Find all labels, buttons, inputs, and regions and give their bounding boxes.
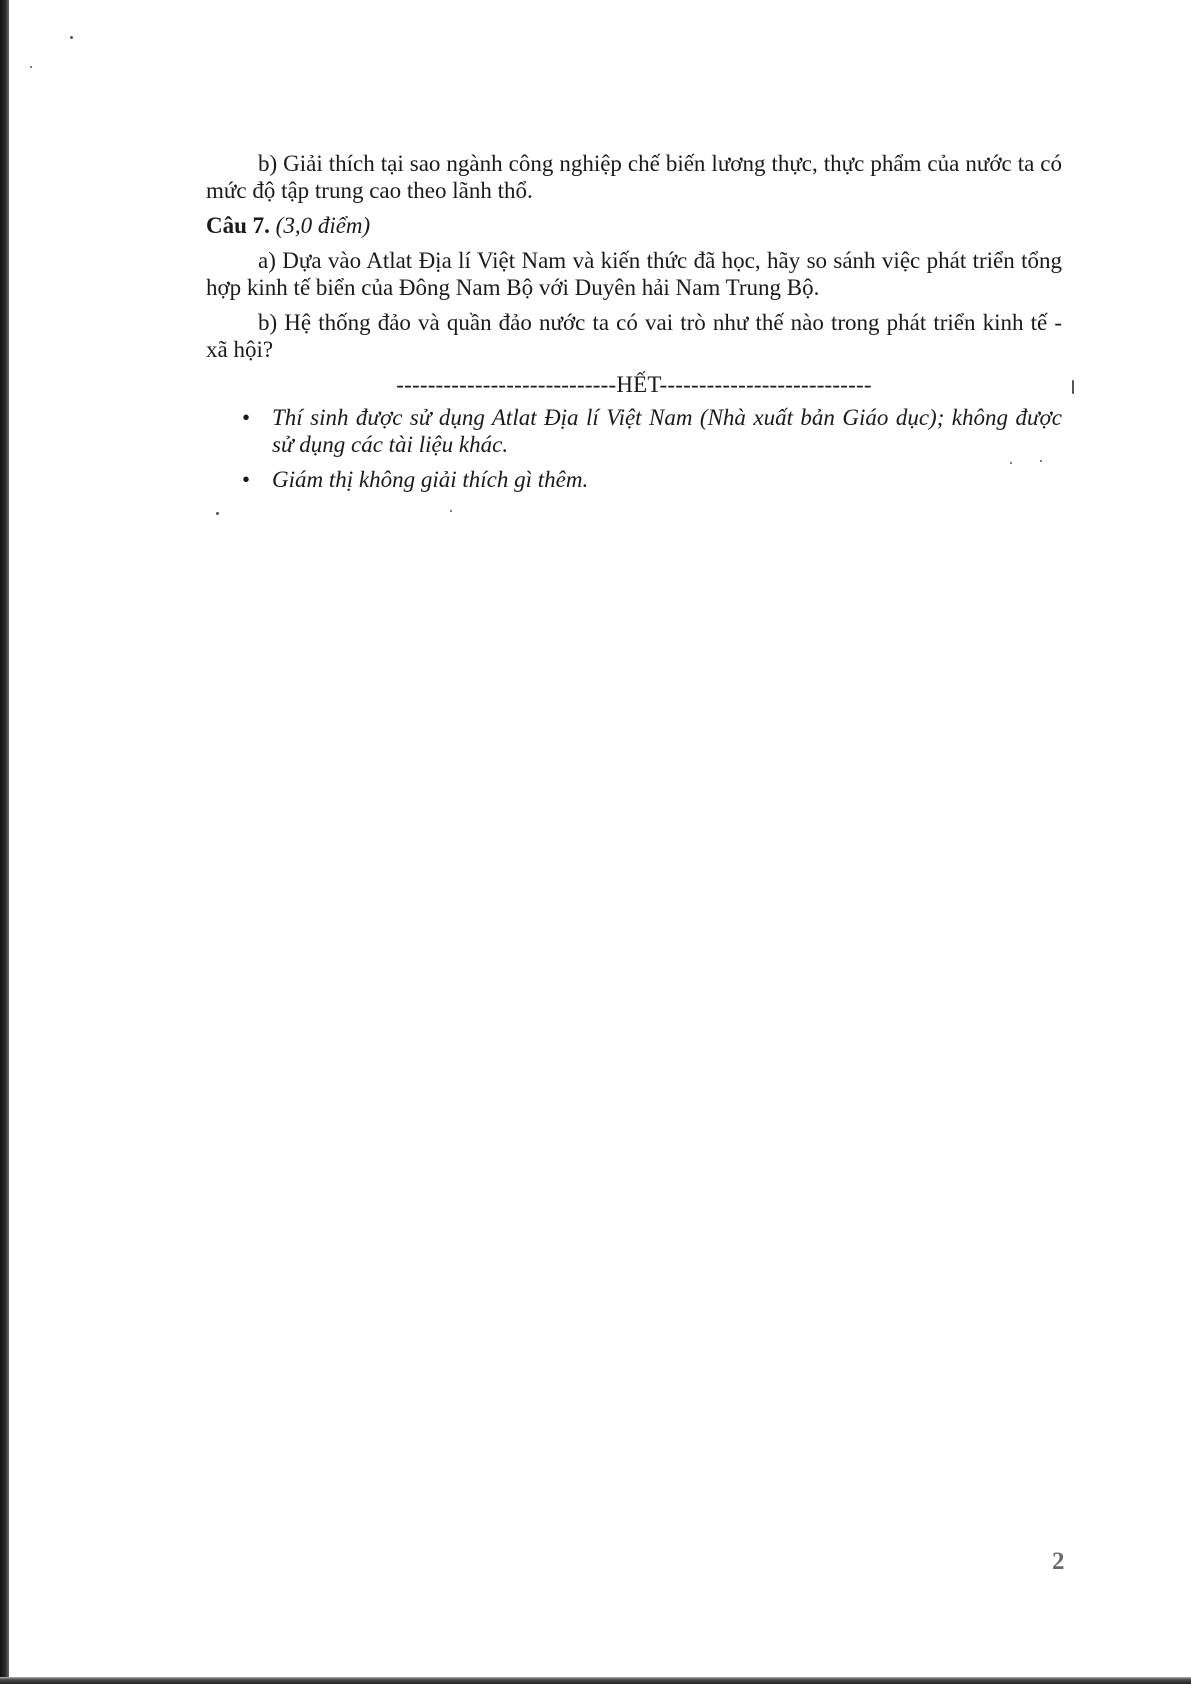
question-6-part-b: b) Giải thích tại sao ngành công nghiệp chế biến lương thực, thực phẩm của nước ta có mức độ tập trung cao theo lãnh thổ. xyxy=(206,151,1062,203)
scan-speck xyxy=(450,510,452,512)
scan-speck xyxy=(30,66,32,68)
question-7-label: Câu 7. xyxy=(206,213,270,238)
note-text: Giám thị không giải thích gì thêm. xyxy=(272,467,589,492)
scan-speck xyxy=(216,512,219,515)
bullet-icon: • xyxy=(242,467,251,492)
scan-speck xyxy=(1072,380,1074,394)
scan-shadow-bottom xyxy=(0,1677,1191,1684)
exam-notes xyxy=(206,404,1062,493)
note-item xyxy=(206,466,1062,493)
note-item xyxy=(206,404,1062,458)
end-of-exam-marker: ----------------------------HẾT--------------------------- xyxy=(396,372,872,397)
question-7-part-a: a) Dựa vào Atlat Địa lí Việt Nam và kiến thức đã học, hãy so sánh việc phát triển tổng hợp kinh tế biển của Đông Nam Bộ với Duyên hải Nam Trung Bộ. xyxy=(206,248,1062,300)
question-7-part-b: b) Hệ thống đảo và quần đảo nước ta có vai trò như thế nào trong phát triển kinh tế - xã hội? xyxy=(206,310,1062,362)
scan-shadow-left xyxy=(0,0,9,1684)
note-text: Thí sinh được sử dụng Atlat Địa lí Việt Nam (Nhà xuất bản Giáo dục); không được sử dụng các tài liệu khác. xyxy=(272,405,1062,457)
scan-speck xyxy=(70,36,73,39)
question-7-points: (3,0 điểm) xyxy=(275,213,371,238)
page-number: 2 xyxy=(1052,1548,1065,1575)
question-7-heading xyxy=(206,212,1062,239)
bullet-icon: • xyxy=(242,405,251,430)
exam-page xyxy=(206,150,1062,501)
